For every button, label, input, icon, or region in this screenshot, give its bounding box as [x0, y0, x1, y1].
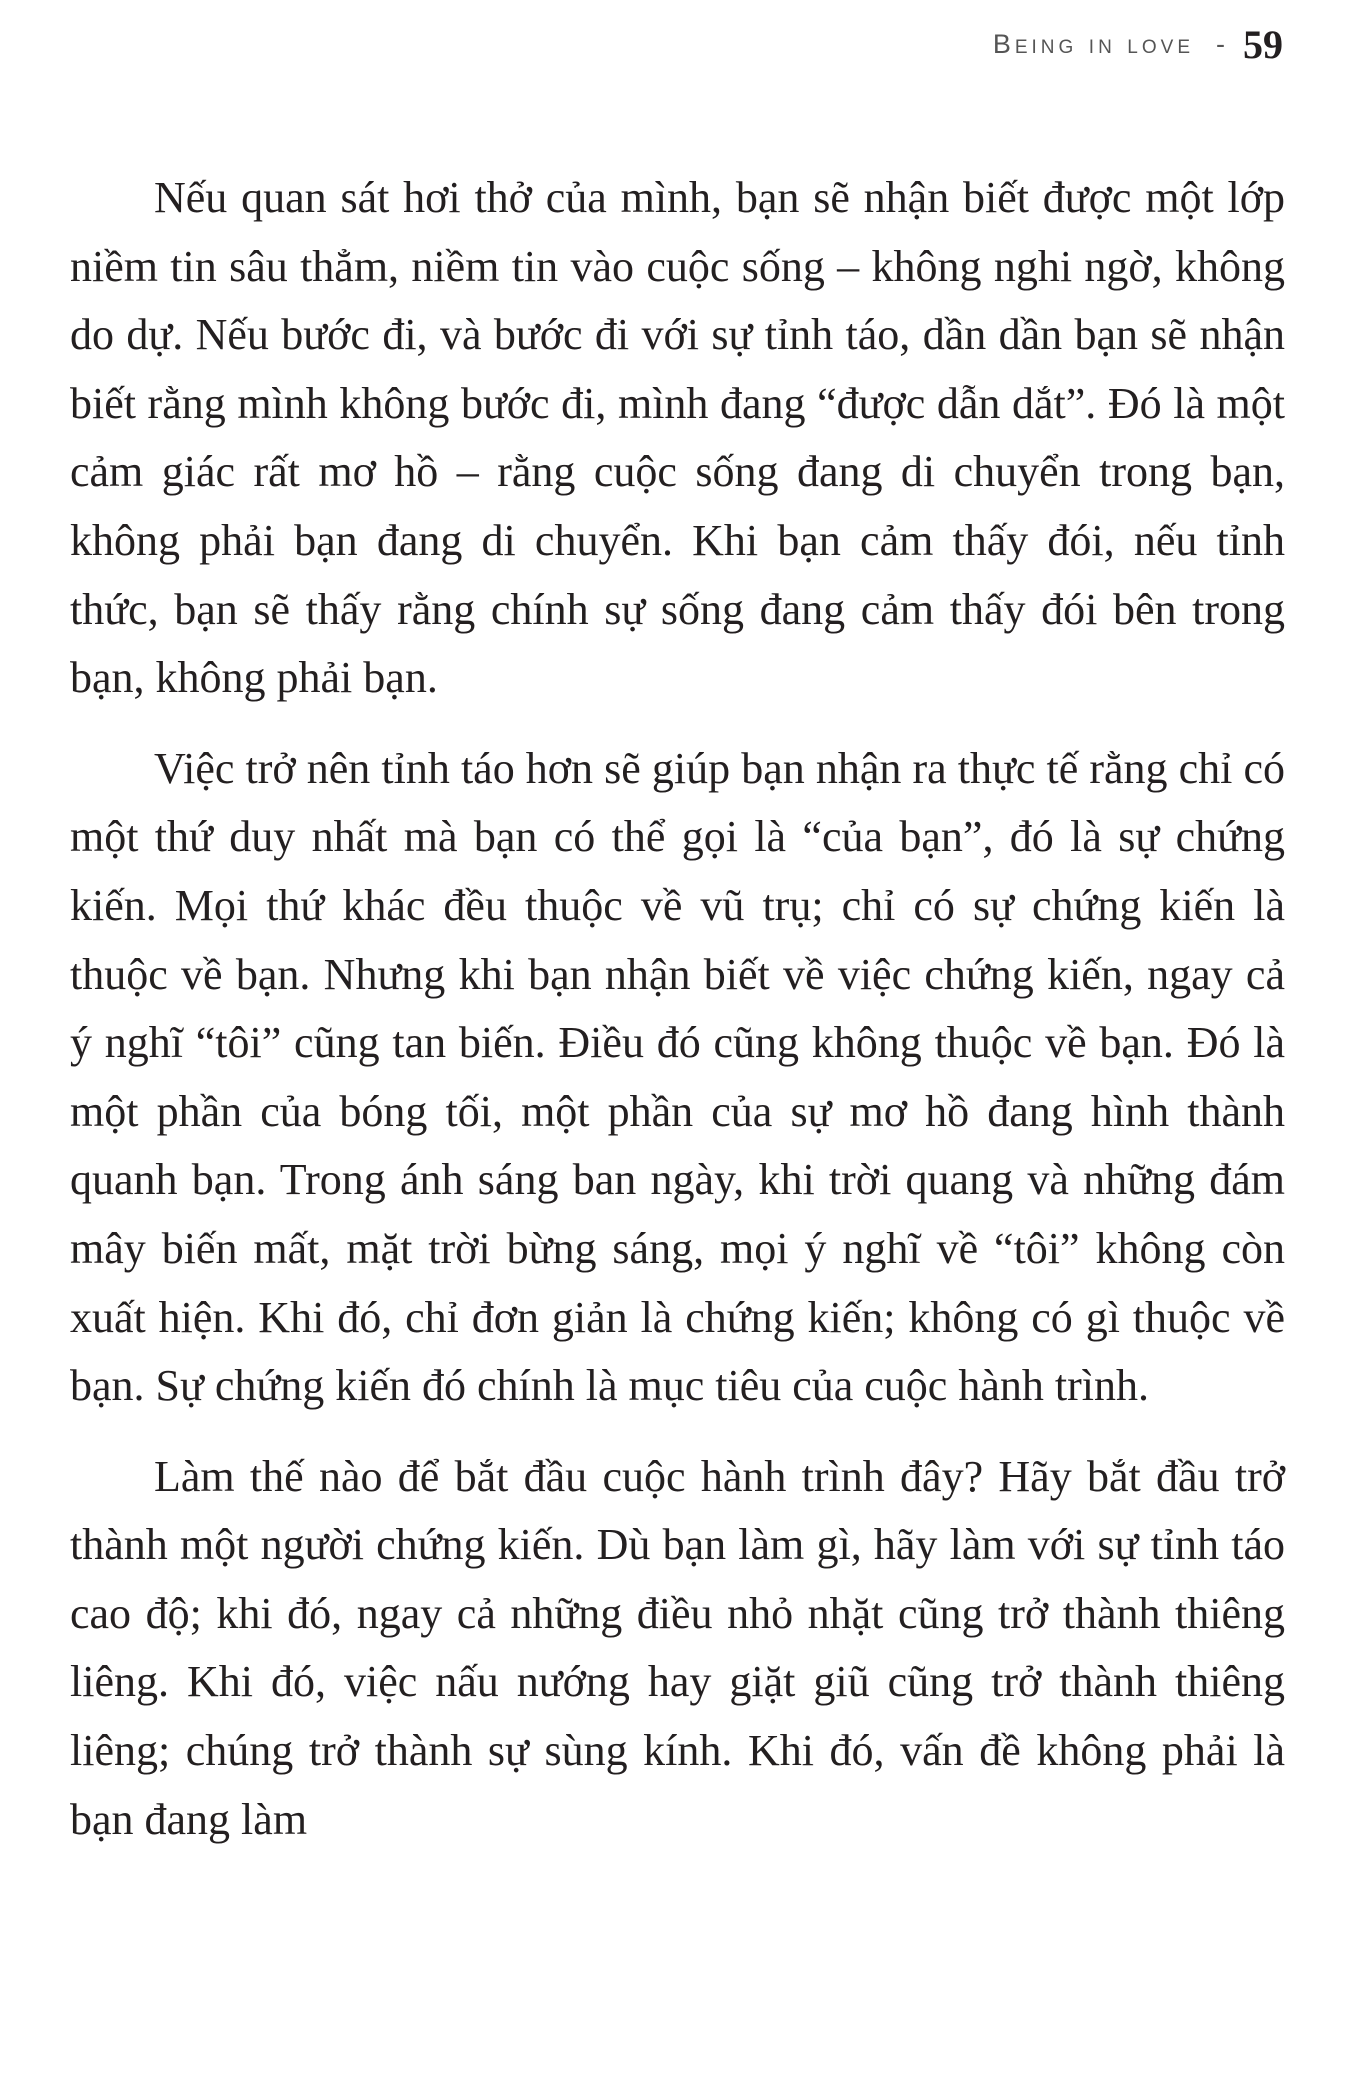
body-text	[70, 164, 1285, 1876]
page-number: 59	[1243, 21, 1283, 67]
running-title: Being in love	[992, 28, 1194, 59]
running-header	[993, 16, 1283, 72]
header-separator: -	[1216, 28, 1225, 59]
paragraph: Nếu quan sát hơi thở của mình, bạn sẽ nhận biết được một lớp niềm tin sâu thẳm, niềm tin vào cuộc sống – không nghi ngờ, không do dự. Nếu bước đi, và bước đi với sự tỉnh táo, dần dần bạn sẽ nhận biết rằng mình không bước đi, mình đang “được dẫn dắt”. Đó là một cảm giác rất mơ hồ – rằng cuộc sống đang di chuyển trong bạn, không phải bạn đang di chuyển. Khi bạn cảm thấy đói, nếu tỉnh thức, bạn sẽ thấy rằng chính sự sống đang cảm thấy đói bên trong bạn, không phải bạn.	[70, 173, 1285, 703]
paragraph: Việc trở nên tỉnh táo hơn sẽ giúp bạn nhận ra thực tế rằng chỉ có một thứ duy nhất mà bạn có thể gọi là “của bạn”, đó là sự chứng kiến. Mọi thứ khác đều thuộc về vũ trụ; chỉ có sự chứng kiến là thuộc về bạn. Nhưng khi bạn nhận biết về việc chứng kiến, ngay cả ý nghĩ “tôi” cũng tan biến. Điều đó cũng không thuộc về bạn. Đó là một phần của bóng tối, một phần của sự mơ hồ đang hình thành quanh bạn. Trong ánh sáng ban ngày, khi trời quang và những đám mây biến mất, mặt trời bừng sáng, mọi ý nghĩ về “tôi” không còn xuất hiện. Khi đó, chỉ đơn giản là chứng kiến; không có gì thuộc về bạn. Sự chứng kiến đó chính là mục tiêu của cuộc hành trình.	[70, 743, 1285, 1411]
paragraph: Làm thế nào để bắt đầu cuộc hành trình đây? Hãy bắt đầu trở thành một người chứng kiến. Dù bạn làm gì, hãy làm với sự tỉnh táo cao độ; khi đó, ngay cả những điều nhỏ nhặt cũng trở thành thiêng liêng. Khi đó, việc nấu nướng hay giặt giũ cũng trở thành thiêng liêng; chúng trở thành sự sùng kính. Khi đó, vấn đề không phải là bạn đang làm	[70, 1451, 1285, 1844]
